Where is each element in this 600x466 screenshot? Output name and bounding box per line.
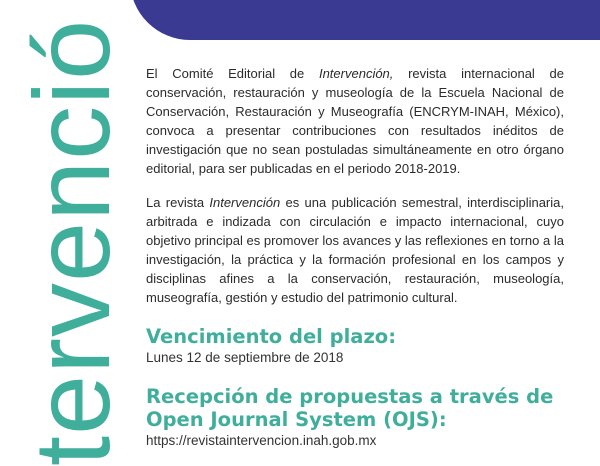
journal-name: Intervención [209,195,281,210]
deadline-date: Lunes 12 de septiembre de 2018 [146,350,344,365]
description-text-start: La revista [146,195,210,210]
intro-text-end: revista internacional de conservación, restauración y museología de la Escuela Nacional de Conservación, Restauración y Museografía (ENCRYM-INAH, México), convoca a presentar contribuciones con resultados inéditos de investigación que no sean postuladas simultáneamente en otro órgano editorial, para ser publicadas en el periodo 2018-2019. [146,66,564,176]
call-for-papers [146,64,564,449]
deadline-heading: Vencimiento del plazo: [146,325,396,348]
journal-name: Intervención, [318,66,394,81]
submission-url[interactable]: https://revistaintervencion.inah.gob.mx [146,433,377,448]
intro-paragraph [146,64,564,178]
submission-heading: Recepción de propuestas a través de Open Journal System (OJS): [146,385,554,431]
description-text-end: es una publicación semestral, interdisciplinaria, arbitrada e indizada con circulación e impacto internacional, cuyo objetivo principal es promover los avances y las reflexiones en torno a la investigación, la práctica y la formación profesional en los campos y disciplinas afines a la conservación, restauración, museología, museografía, gestión y estudio del patrimonio cultural. [146,195,564,305]
top-banner [130,0,600,40]
description-paragraph [146,193,564,307]
intro-text-start: El Comité Editorial de [146,66,319,81]
vertical-journal-title: tervenció [11,18,132,466]
